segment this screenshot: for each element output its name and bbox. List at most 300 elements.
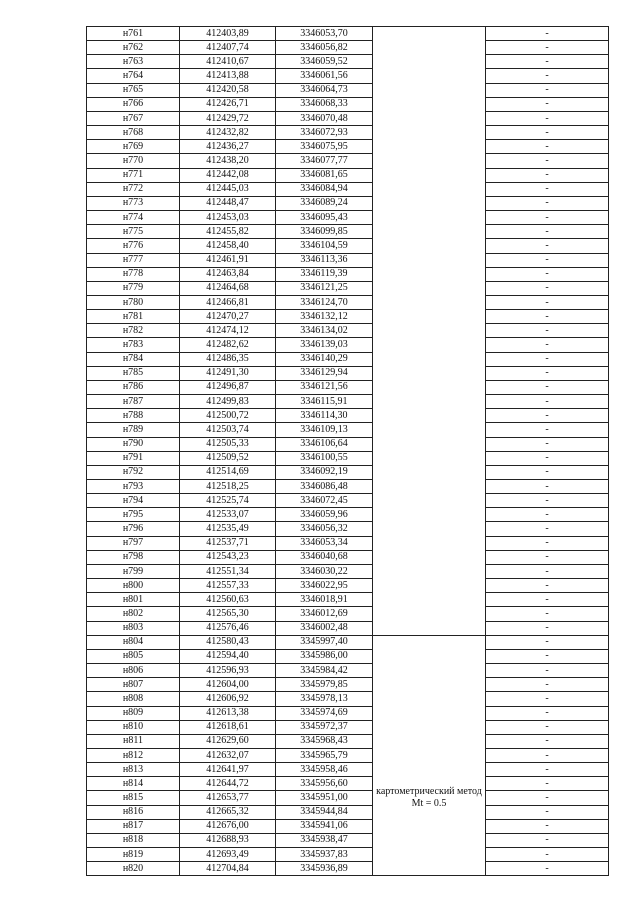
note-cell: - bbox=[486, 579, 609, 593]
x-coordinate-cell: 412410,67 bbox=[180, 55, 276, 69]
method-cell: картометрический метод Mt = 0.5 bbox=[373, 635, 486, 876]
table-row bbox=[87, 451, 609, 465]
table-row bbox=[87, 649, 609, 663]
point-id-cell: н815 bbox=[87, 791, 180, 805]
x-coordinate-cell: 412482,62 bbox=[180, 338, 276, 352]
x-coordinate-cell: 412458,40 bbox=[180, 239, 276, 253]
point-id-cell: н763 bbox=[87, 55, 180, 69]
note-cell: - bbox=[486, 253, 609, 267]
x-coordinate-cell: 412676,00 bbox=[180, 819, 276, 833]
point-id-cell: н808 bbox=[87, 692, 180, 706]
table-row bbox=[87, 550, 609, 564]
note-cell: - bbox=[486, 664, 609, 678]
point-id-cell: н783 bbox=[87, 338, 180, 352]
table-row bbox=[87, 664, 609, 678]
x-coordinate-cell: 412442,08 bbox=[180, 168, 276, 182]
table-row bbox=[87, 409, 609, 423]
point-id-cell: н761 bbox=[87, 27, 180, 41]
y-coordinate-cell: 3346095,43 bbox=[276, 211, 373, 225]
table-row bbox=[87, 366, 609, 380]
y-coordinate-cell: 3346115,91 bbox=[276, 395, 373, 409]
x-coordinate-cell: 412557,33 bbox=[180, 579, 276, 593]
point-id-cell: н813 bbox=[87, 763, 180, 777]
table-row bbox=[87, 819, 609, 833]
table-row bbox=[87, 324, 609, 338]
table-row bbox=[87, 465, 609, 479]
x-coordinate-cell: 412453,03 bbox=[180, 211, 276, 225]
note-cell: - bbox=[486, 154, 609, 168]
x-coordinate-cell: 412653,77 bbox=[180, 791, 276, 805]
point-id-cell: н764 bbox=[87, 69, 180, 83]
note-cell: - bbox=[486, 748, 609, 762]
table-row bbox=[87, 862, 609, 876]
point-id-cell: н807 bbox=[87, 678, 180, 692]
point-id-cell: н786 bbox=[87, 380, 180, 394]
note-cell: - bbox=[486, 720, 609, 734]
x-coordinate-cell: 412505,33 bbox=[180, 437, 276, 451]
table-row bbox=[87, 593, 609, 607]
x-coordinate-cell: 412604,00 bbox=[180, 678, 276, 692]
x-coordinate-cell: 412474,12 bbox=[180, 324, 276, 338]
note-cell: - bbox=[486, 211, 609, 225]
y-coordinate-cell: 3345968,43 bbox=[276, 734, 373, 748]
x-coordinate-cell: 412644,72 bbox=[180, 777, 276, 791]
point-id-cell: н803 bbox=[87, 621, 180, 635]
y-coordinate-cell: 3345938,47 bbox=[276, 833, 373, 847]
table-row bbox=[87, 352, 609, 366]
table-row bbox=[87, 437, 609, 451]
y-coordinate-cell: 3346113,36 bbox=[276, 253, 373, 267]
point-id-cell: н802 bbox=[87, 607, 180, 621]
x-coordinate-cell: 412413,88 bbox=[180, 69, 276, 83]
x-coordinate-cell: 412518,25 bbox=[180, 480, 276, 494]
x-coordinate-cell: 412580,43 bbox=[180, 635, 276, 649]
table-row bbox=[87, 168, 609, 182]
point-id-cell: н791 bbox=[87, 451, 180, 465]
y-coordinate-cell: 3345997,40 bbox=[276, 635, 373, 649]
x-coordinate-cell: 412576,46 bbox=[180, 621, 276, 635]
note-cell: - bbox=[486, 848, 609, 862]
y-coordinate-cell: 3345986,00 bbox=[276, 649, 373, 663]
point-id-cell: н773 bbox=[87, 196, 180, 210]
y-coordinate-cell: 3346119,39 bbox=[276, 267, 373, 281]
note-cell: - bbox=[486, 338, 609, 352]
y-coordinate-cell: 3345944,84 bbox=[276, 805, 373, 819]
point-id-cell: н777 bbox=[87, 253, 180, 267]
note-cell: - bbox=[486, 310, 609, 324]
y-coordinate-cell: 3346077,77 bbox=[276, 154, 373, 168]
table-row bbox=[87, 97, 609, 111]
table-row bbox=[87, 295, 609, 309]
point-id-cell: н793 bbox=[87, 480, 180, 494]
y-coordinate-cell: 3345974,69 bbox=[276, 706, 373, 720]
note-cell: - bbox=[486, 295, 609, 309]
point-id-cell: н782 bbox=[87, 324, 180, 338]
x-coordinate-cell: 412596,93 bbox=[180, 664, 276, 678]
note-cell: - bbox=[486, 706, 609, 720]
y-coordinate-cell: 3346081,65 bbox=[276, 168, 373, 182]
note-cell: - bbox=[486, 607, 609, 621]
table-row bbox=[87, 41, 609, 55]
x-coordinate-cell: 412704,84 bbox=[180, 862, 276, 876]
y-coordinate-cell: 3346072,93 bbox=[276, 126, 373, 140]
x-coordinate-cell: 412407,74 bbox=[180, 41, 276, 55]
x-coordinate-cell: 412693,49 bbox=[180, 848, 276, 862]
note-cell: - bbox=[486, 267, 609, 281]
note-cell: - bbox=[486, 763, 609, 777]
table-row bbox=[87, 678, 609, 692]
note-cell: - bbox=[486, 352, 609, 366]
table-row bbox=[87, 720, 609, 734]
note-cell: - bbox=[486, 83, 609, 97]
point-id-cell: н800 bbox=[87, 579, 180, 593]
coordinates-table-body bbox=[87, 27, 609, 876]
y-coordinate-cell: 3345958,46 bbox=[276, 763, 373, 777]
x-coordinate-cell: 412464,68 bbox=[180, 281, 276, 295]
note-cell: - bbox=[486, 635, 609, 649]
y-coordinate-cell: 3346140,29 bbox=[276, 352, 373, 366]
table-row bbox=[87, 310, 609, 324]
table-row bbox=[87, 140, 609, 154]
x-coordinate-cell: 412503,74 bbox=[180, 423, 276, 437]
point-id-cell: н811 bbox=[87, 734, 180, 748]
y-coordinate-cell: 3346059,96 bbox=[276, 508, 373, 522]
y-coordinate-cell: 3346132,12 bbox=[276, 310, 373, 324]
note-cell: - bbox=[486, 55, 609, 69]
table-row bbox=[87, 281, 609, 295]
point-id-cell: н770 bbox=[87, 154, 180, 168]
point-id-cell: н779 bbox=[87, 281, 180, 295]
note-cell: - bbox=[486, 649, 609, 663]
x-coordinate-cell: 412537,71 bbox=[180, 536, 276, 550]
point-id-cell: н798 bbox=[87, 550, 180, 564]
note-cell: - bbox=[486, 593, 609, 607]
table-row bbox=[87, 83, 609, 97]
y-coordinate-cell: 3345984,42 bbox=[276, 664, 373, 678]
note-cell: - bbox=[486, 465, 609, 479]
point-id-cell: н801 bbox=[87, 593, 180, 607]
point-id-cell: н816 bbox=[87, 805, 180, 819]
note-cell: - bbox=[486, 366, 609, 380]
x-coordinate-cell: 412665,32 bbox=[180, 805, 276, 819]
note-cell: - bbox=[486, 41, 609, 55]
y-coordinate-cell: 3346018,91 bbox=[276, 593, 373, 607]
y-coordinate-cell: 3346053,70 bbox=[276, 27, 373, 41]
x-coordinate-cell: 412560,63 bbox=[180, 593, 276, 607]
y-coordinate-cell: 3346053,34 bbox=[276, 536, 373, 550]
note-cell: - bbox=[486, 833, 609, 847]
note-cell: - bbox=[486, 239, 609, 253]
y-coordinate-cell: 3346139,03 bbox=[276, 338, 373, 352]
table-row bbox=[87, 267, 609, 281]
table-row bbox=[87, 635, 609, 649]
y-coordinate-cell: 3345941,06 bbox=[276, 819, 373, 833]
table-row bbox=[87, 579, 609, 593]
table-row bbox=[87, 848, 609, 862]
y-coordinate-cell: 3346059,52 bbox=[276, 55, 373, 69]
table-row bbox=[87, 182, 609, 196]
point-id-cell: н781 bbox=[87, 310, 180, 324]
y-coordinate-cell: 3346089,24 bbox=[276, 196, 373, 210]
point-id-cell: н796 bbox=[87, 522, 180, 536]
table-row bbox=[87, 805, 609, 819]
point-id-cell: н804 bbox=[87, 635, 180, 649]
x-coordinate-cell: 412533,07 bbox=[180, 508, 276, 522]
y-coordinate-cell: 3345978,13 bbox=[276, 692, 373, 706]
y-coordinate-cell: 3346072,45 bbox=[276, 494, 373, 508]
coordinates-table bbox=[86, 26, 609, 876]
point-id-cell: н769 bbox=[87, 140, 180, 154]
point-id-cell: н765 bbox=[87, 83, 180, 97]
y-coordinate-cell: 3346121,25 bbox=[276, 281, 373, 295]
table-row bbox=[87, 126, 609, 140]
x-coordinate-cell: 412535,49 bbox=[180, 522, 276, 536]
note-cell: - bbox=[486, 536, 609, 550]
point-id-cell: н771 bbox=[87, 168, 180, 182]
y-coordinate-cell: 3345956,60 bbox=[276, 777, 373, 791]
note-cell: - bbox=[486, 805, 609, 819]
point-id-cell: н799 bbox=[87, 564, 180, 578]
point-id-cell: н797 bbox=[87, 536, 180, 550]
x-coordinate-cell: 412618,61 bbox=[180, 720, 276, 734]
point-id-cell: н785 bbox=[87, 366, 180, 380]
note-cell: - bbox=[486, 621, 609, 635]
table-row bbox=[87, 536, 609, 550]
note-cell: - bbox=[486, 111, 609, 125]
y-coordinate-cell: 3346099,85 bbox=[276, 225, 373, 239]
table-row bbox=[87, 508, 609, 522]
y-coordinate-cell: 3346061,56 bbox=[276, 69, 373, 83]
table-row bbox=[87, 777, 609, 791]
table-row bbox=[87, 111, 609, 125]
point-id-cell: н805 bbox=[87, 649, 180, 663]
x-coordinate-cell: 412436,27 bbox=[180, 140, 276, 154]
x-coordinate-cell: 412594,40 bbox=[180, 649, 276, 663]
x-coordinate-cell: 412432,82 bbox=[180, 126, 276, 140]
x-coordinate-cell: 412606,92 bbox=[180, 692, 276, 706]
y-coordinate-cell: 3346129,94 bbox=[276, 366, 373, 380]
note-cell: - bbox=[486, 395, 609, 409]
x-coordinate-cell: 412486,35 bbox=[180, 352, 276, 366]
note-cell: - bbox=[486, 451, 609, 465]
x-coordinate-cell: 412438,20 bbox=[180, 154, 276, 168]
note-cell: - bbox=[486, 480, 609, 494]
point-id-cell: н806 bbox=[87, 664, 180, 678]
table-row bbox=[87, 239, 609, 253]
y-coordinate-cell: 3346056,82 bbox=[276, 41, 373, 55]
note-cell: - bbox=[486, 522, 609, 536]
y-coordinate-cell: 3346084,94 bbox=[276, 182, 373, 196]
x-coordinate-cell: 412500,72 bbox=[180, 409, 276, 423]
point-id-cell: н776 bbox=[87, 239, 180, 253]
point-id-cell: н794 bbox=[87, 494, 180, 508]
x-coordinate-cell: 412688,93 bbox=[180, 833, 276, 847]
table-row bbox=[87, 55, 609, 69]
x-coordinate-cell: 412551,34 bbox=[180, 564, 276, 578]
note-cell: - bbox=[486, 409, 609, 423]
note-cell: - bbox=[486, 324, 609, 338]
table-row bbox=[87, 211, 609, 225]
y-coordinate-cell: 3346064,73 bbox=[276, 83, 373, 97]
note-cell: - bbox=[486, 550, 609, 564]
x-coordinate-cell: 412403,89 bbox=[180, 27, 276, 41]
point-id-cell: н775 bbox=[87, 225, 180, 239]
y-coordinate-cell: 3346114,30 bbox=[276, 409, 373, 423]
y-coordinate-cell: 3346109,13 bbox=[276, 423, 373, 437]
x-coordinate-cell: 412509,52 bbox=[180, 451, 276, 465]
y-coordinate-cell: 3346106,64 bbox=[276, 437, 373, 451]
y-coordinate-cell: 3346134,02 bbox=[276, 324, 373, 338]
table-row bbox=[87, 69, 609, 83]
x-coordinate-cell: 412466,81 bbox=[180, 295, 276, 309]
x-coordinate-cell: 412641,97 bbox=[180, 763, 276, 777]
x-coordinate-cell: 412463,84 bbox=[180, 267, 276, 281]
table-row bbox=[87, 706, 609, 720]
point-id-cell: н787 bbox=[87, 395, 180, 409]
x-coordinate-cell: 412543,23 bbox=[180, 550, 276, 564]
note-cell: - bbox=[486, 423, 609, 437]
point-id-cell: н768 bbox=[87, 126, 180, 140]
note-cell: - bbox=[486, 225, 609, 239]
table-row bbox=[87, 833, 609, 847]
table-row bbox=[87, 621, 609, 635]
x-coordinate-cell: 412499,83 bbox=[180, 395, 276, 409]
x-coordinate-cell: 412420,58 bbox=[180, 83, 276, 97]
y-coordinate-cell: 3346002,48 bbox=[276, 621, 373, 635]
table-row bbox=[87, 27, 609, 41]
x-coordinate-cell: 412496,87 bbox=[180, 380, 276, 394]
table-row bbox=[87, 791, 609, 805]
table-row bbox=[87, 154, 609, 168]
x-coordinate-cell: 412461,91 bbox=[180, 253, 276, 267]
x-coordinate-cell: 412491,30 bbox=[180, 366, 276, 380]
point-id-cell: н788 bbox=[87, 409, 180, 423]
point-id-cell: н767 bbox=[87, 111, 180, 125]
y-coordinate-cell: 3346075,95 bbox=[276, 140, 373, 154]
x-coordinate-cell: 412455,82 bbox=[180, 225, 276, 239]
note-cell: - bbox=[486, 777, 609, 791]
y-coordinate-cell: 3346121,56 bbox=[276, 380, 373, 394]
y-coordinate-cell: 3346070,48 bbox=[276, 111, 373, 125]
y-coordinate-cell: 3346040,68 bbox=[276, 550, 373, 564]
y-coordinate-cell: 3345965,79 bbox=[276, 748, 373, 762]
note-cell: - bbox=[486, 126, 609, 140]
table-row bbox=[87, 480, 609, 494]
point-id-cell: н766 bbox=[87, 97, 180, 111]
table-row bbox=[87, 225, 609, 239]
x-coordinate-cell: 412445,03 bbox=[180, 182, 276, 196]
y-coordinate-cell: 3346086,48 bbox=[276, 480, 373, 494]
x-coordinate-cell: 412613,38 bbox=[180, 706, 276, 720]
note-cell: - bbox=[486, 27, 609, 41]
point-id-cell: н778 bbox=[87, 267, 180, 281]
y-coordinate-cell: 3345936,89 bbox=[276, 862, 373, 876]
table-row bbox=[87, 692, 609, 706]
point-id-cell: н789 bbox=[87, 423, 180, 437]
note-cell: - bbox=[486, 734, 609, 748]
x-coordinate-cell: 412632,07 bbox=[180, 748, 276, 762]
y-coordinate-cell: 3346030,22 bbox=[276, 564, 373, 578]
x-coordinate-cell: 412629,60 bbox=[180, 734, 276, 748]
note-cell: - bbox=[486, 380, 609, 394]
point-id-cell: н820 bbox=[87, 862, 180, 876]
point-id-cell: н809 bbox=[87, 706, 180, 720]
y-coordinate-cell: 3346022,95 bbox=[276, 579, 373, 593]
note-cell: - bbox=[486, 140, 609, 154]
x-coordinate-cell: 412565,30 bbox=[180, 607, 276, 621]
note-cell: - bbox=[486, 182, 609, 196]
point-id-cell: н818 bbox=[87, 833, 180, 847]
point-id-cell: н784 bbox=[87, 352, 180, 366]
y-coordinate-cell: 3346092,19 bbox=[276, 465, 373, 479]
point-id-cell: н795 bbox=[87, 508, 180, 522]
y-coordinate-cell: 3346012,69 bbox=[276, 607, 373, 621]
note-cell: - bbox=[486, 494, 609, 508]
table-row bbox=[87, 494, 609, 508]
note-cell: - bbox=[486, 281, 609, 295]
y-coordinate-cell: 3345972,37 bbox=[276, 720, 373, 734]
x-coordinate-cell: 412525,74 bbox=[180, 494, 276, 508]
table-row bbox=[87, 423, 609, 437]
note-cell: - bbox=[486, 862, 609, 876]
y-coordinate-cell: 3345979,85 bbox=[276, 678, 373, 692]
x-coordinate-cell: 412470,27 bbox=[180, 310, 276, 324]
table-row bbox=[87, 607, 609, 621]
note-cell: - bbox=[486, 69, 609, 83]
table-row bbox=[87, 564, 609, 578]
note-cell: - bbox=[486, 692, 609, 706]
note-cell: - bbox=[486, 791, 609, 805]
table-row bbox=[87, 253, 609, 267]
y-coordinate-cell: 3346104,59 bbox=[276, 239, 373, 253]
point-id-cell: н780 bbox=[87, 295, 180, 309]
point-id-cell: н810 bbox=[87, 720, 180, 734]
point-id-cell: н772 bbox=[87, 182, 180, 196]
note-cell: - bbox=[486, 196, 609, 210]
table-row bbox=[87, 763, 609, 777]
table-row bbox=[87, 196, 609, 210]
note-cell: - bbox=[486, 678, 609, 692]
y-coordinate-cell: 3345937,83 bbox=[276, 848, 373, 862]
point-id-cell: н792 bbox=[87, 465, 180, 479]
point-id-cell: н817 bbox=[87, 819, 180, 833]
note-cell: - bbox=[486, 168, 609, 182]
note-cell: - bbox=[486, 819, 609, 833]
y-coordinate-cell: 3346124,70 bbox=[276, 295, 373, 309]
y-coordinate-cell: 3345951,00 bbox=[276, 791, 373, 805]
table-row bbox=[87, 380, 609, 394]
point-id-cell: н814 bbox=[87, 777, 180, 791]
point-id-cell: н774 bbox=[87, 211, 180, 225]
x-coordinate-cell: 412426,71 bbox=[180, 97, 276, 111]
table-row bbox=[87, 522, 609, 536]
method-cell-empty bbox=[373, 27, 486, 636]
y-coordinate-cell: 3346068,33 bbox=[276, 97, 373, 111]
note-cell: - bbox=[486, 437, 609, 451]
point-id-cell: н812 bbox=[87, 748, 180, 762]
x-coordinate-cell: 412514,69 bbox=[180, 465, 276, 479]
table-row bbox=[87, 395, 609, 409]
point-id-cell: н819 bbox=[87, 848, 180, 862]
y-coordinate-cell: 3346100,55 bbox=[276, 451, 373, 465]
x-coordinate-cell: 412448,47 bbox=[180, 196, 276, 210]
table-row bbox=[87, 748, 609, 762]
note-cell: - bbox=[486, 508, 609, 522]
note-cell: - bbox=[486, 97, 609, 111]
x-coordinate-cell: 412429,72 bbox=[180, 111, 276, 125]
y-coordinate-cell: 3346056,32 bbox=[276, 522, 373, 536]
table-row bbox=[87, 734, 609, 748]
